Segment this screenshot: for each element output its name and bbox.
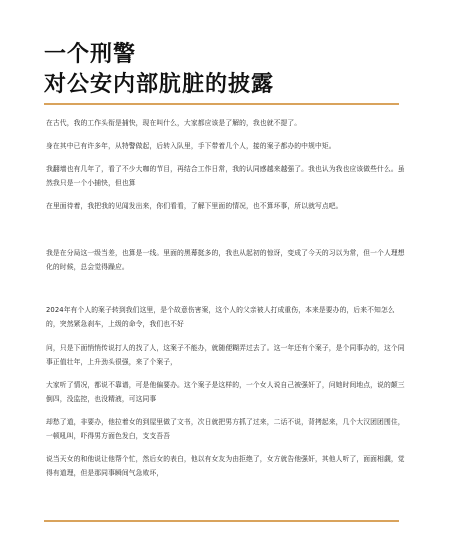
paragraph-9: 却愁了道，非要办，他拉着女的到屋里做了文书，次日就把男方抓了过来，二话不说，背拷起来，几个大汉团团围住，一顿吼叫，吓得男方面色发白，支支吾吾 — [46, 418, 405, 440]
paragraph-5: 我是在分局这一级当差，也算是一线。里面的黑幕挺多的，我也从起初的惊讶，变成了今天的习以为常，但一个人理想化的时候，总会觉得躁应。 — [46, 249, 405, 271]
title-line-1: 一个刑警 — [44, 42, 137, 67]
paragraph-4: 在里面待着，我把我的见闻发出来，你们看看，了解下里面的情况，也不算坏事，所以就写点吧。 — [46, 202, 343, 210]
paragraph-8: 大家听了情况，都说不靠谱，可是他偏要办。这个案子是这样的，一个女人说自己被强奸了，问她时间地点，说的颠三倒四，没监控，也没精液，可这同事 — [46, 381, 405, 403]
paragraph-7: 问，只是下面悄悄传说打人的找了人，这案子不能办，就随便糊弄过去了。这一年还有个案子，是个同事办的，这个同事正值壮年，上升劲头很强，来了个案子， — [46, 344, 405, 366]
paragraph-6: 2024年有个人的案子转到我们这里，是个故意伤害案，这个人的父亲被人打成重伤，本来是要办的，后来不知怎么的，突然紧急刹车，上级的命令，我们也不好 — [46, 306, 395, 328]
title-divider — [44, 103, 399, 105]
paragraph-3: 我翻墙也有几年了，看了不少大咖的节目，再结合工作日常，我的认同感越来越强了。我也认为我也应该做些什么。虽然我只是一个小捕快，但也算 — [46, 165, 405, 187]
footer-divider — [44, 520, 399, 522]
title-line-2: 对公安内部肮脏的披露 — [44, 72, 275, 97]
paragraph-10: 说当天女的和他说让他帮个忙，然后女的表白，他以有女友为由拒绝了，女方就告他强奸，其他人听了，面面相觑，觉得有道理，但是那同事瞬间气急败坏， — [46, 455, 405, 477]
paragraph-1: 在古代，我的工作头衔是捕快，现在叫什么，大家都应该是了解的，我也就不提了。 — [46, 119, 302, 127]
article-title — [44, 40, 414, 100]
paragraph-2: 身在其中已有许多年，从特警做起，后转入队里，手下带着几个人，接的案子都办的中规中矩。 — [46, 142, 336, 150]
